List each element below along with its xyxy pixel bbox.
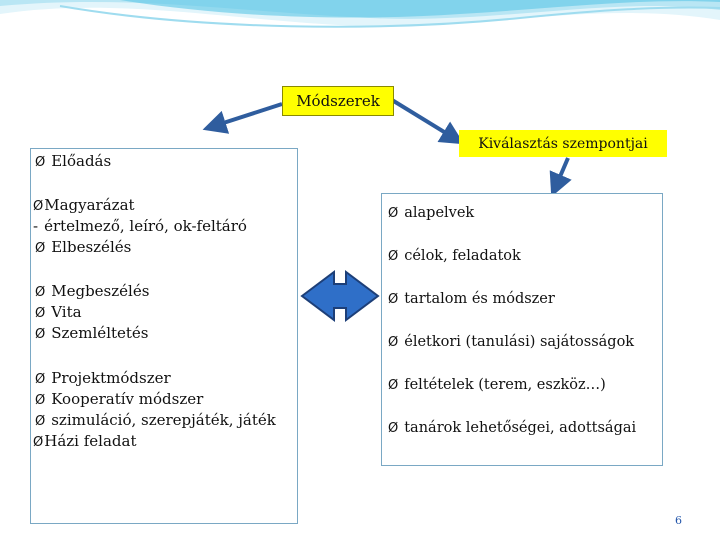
list-item: Ø szimuláció, szerepjáték, játék xyxy=(35,411,276,429)
slide-title: Módszerek xyxy=(282,86,394,116)
list-item: Ø Vita xyxy=(35,303,82,321)
list-item: Ø Kooperatív módszer xyxy=(35,390,204,408)
list-item: Ø feltételek (terem, eszköz…) xyxy=(388,377,606,393)
list-item: Ø életkori (tanulási) sajátosságok xyxy=(388,334,635,350)
criteria-panel xyxy=(381,193,663,466)
page-number: 6 xyxy=(675,514,682,527)
criteria-heading: Kiválasztás szempontjai xyxy=(459,130,667,157)
list-item: Ø Szemléltetés xyxy=(35,324,149,342)
list-item: Ø alapelvek xyxy=(388,205,475,221)
list-item: Ø Előadás xyxy=(35,152,112,170)
methods-panel xyxy=(30,148,298,524)
arrow-to-criteria xyxy=(392,100,454,138)
list-item: Ø Elbeszélés xyxy=(35,238,132,256)
arrow-to-methods xyxy=(214,104,282,126)
list-item: ØHázi feladat xyxy=(33,432,137,450)
double-arrow-icon xyxy=(302,272,378,320)
list-item: Ø tanárok lehetőségei, adottságai xyxy=(388,420,637,436)
arrow-down-criteria xyxy=(556,158,568,186)
list-item: ØMagyarázat xyxy=(33,196,135,214)
list-item: Ø Megbeszélés xyxy=(35,282,150,300)
list-item: Ø Projektmódszer xyxy=(35,369,171,387)
list-item: Ø célok, feladatok xyxy=(388,248,521,264)
list-item: Ø tartalom és módszer xyxy=(388,291,555,307)
list-item: - értelmező, leíró, ok-feltáró xyxy=(33,217,247,235)
